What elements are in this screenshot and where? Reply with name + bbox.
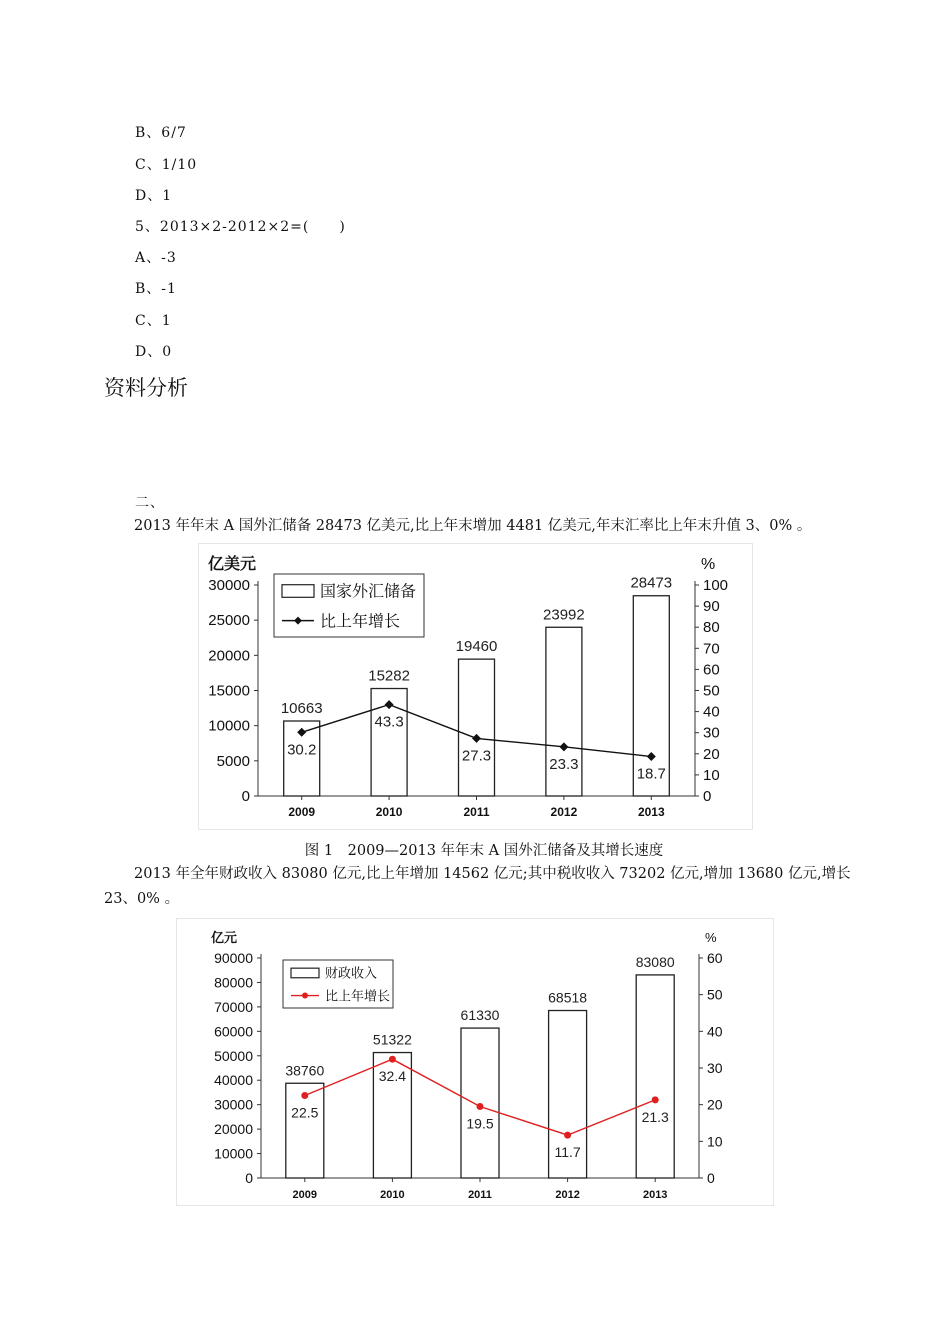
paragraph-forex: 2013 年年末 A 国外汇储备 28473 亿美元,比上年末增加 4481 亿美元,年末汇率比上年末升值 3、0% 。: [134, 518, 812, 534]
chart2-bar-2013: [636, 975, 674, 1178]
chart1-right-tick-label: 80: [703, 619, 720, 637]
chart1-left-tick-label: 5000: [216, 752, 250, 770]
chart2-bar-value-label: 61330: [460, 1007, 500, 1024]
q4-option-b: B、6/7: [135, 125, 187, 141]
chart2-legend-line-marker: [302, 993, 308, 999]
chart2-left-tick-label: 10000: [214, 1145, 253, 1162]
section-heading: 资料分析: [104, 376, 188, 400]
chart2-left-tick-label: 0: [245, 1170, 253, 1186]
chart1-growth-value-label: 43.3: [374, 713, 404, 731]
chart2-left-tick-label: 70000: [214, 998, 253, 1015]
chart2-growth-value-label: 32.4: [378, 1068, 407, 1085]
chart1-left-unit-label: 亿美元: [208, 556, 257, 573]
chart2-right-tick-label: 20: [707, 1096, 723, 1113]
chart2-left-tick-label: 60000: [214, 1023, 253, 1040]
paragraph-revenue: 2013 年全年财政收入 83080 亿元,比上年增加 14562 亿元;其中税收收入 73202 亿元,增加 13680 亿元,增长 23、0% 。: [104, 866, 851, 907]
chart1-bar-value-label: 15282: [368, 667, 410, 685]
forex-chart-container: [198, 543, 753, 830]
chart2-right-tick-label: 50: [707, 986, 723, 1003]
q5-option-b: B、-1: [135, 281, 177, 297]
chart2-legend-line-label: 比上年增长: [325, 988, 391, 1004]
chart1-bar-2011: [459, 659, 495, 796]
chart1-left-tick-label: 25000: [208, 612, 250, 630]
chart1-right-tick-label: 90: [703, 598, 720, 616]
chart2-bar-value-label: 38760: [285, 1062, 325, 1079]
chart1-left-tick-label: 15000: [208, 682, 250, 700]
chart2-left-tick-label: 40000: [214, 1072, 253, 1089]
chart1-growth-value-label: 23.3: [549, 755, 579, 773]
chart1-left-tick-label: 0: [241, 788, 250, 805]
chart2-left-unit-label: 亿元: [211, 930, 238, 945]
chart2-growth-value-label: 22.5: [291, 1104, 319, 1121]
q4-option-c: C、1/10: [135, 157, 198, 173]
chart2-growth-value-label: 21.3: [641, 1108, 669, 1125]
chart1-growth-value-label: 27.3: [461, 747, 492, 765]
q5-option-a: A、-3: [135, 250, 177, 266]
chart1-growth-value-label: 30.2: [287, 741, 317, 759]
chart1-bar-value-label: 28473: [630, 574, 673, 592]
fiscal-revenue-chart: [176, 918, 774, 1206]
chart1-right-tick-label: 0: [703, 788, 712, 805]
chart1-legend-bar-swatch: [282, 585, 314, 598]
chart1-left-tick-label: 20000: [208, 647, 250, 665]
chart2-growth-value-label: 11.7: [554, 1144, 581, 1161]
chart1-legend-line-label: 比上年增长: [320, 613, 401, 631]
chart2-bar-value-label: 51322: [372, 1031, 412, 1048]
chart1-right-tick-label: 60: [703, 661, 720, 679]
figure-1-caption: 图 1 2009—2013 年年末 A 国外汇储备及其增长速度: [304, 843, 664, 859]
chart2-left-tick-label: 50000: [214, 1047, 253, 1064]
chart1-bar-value-label: 19460: [455, 638, 498, 656]
chart2-growth-value-label: 19.5: [466, 1115, 494, 1132]
chart1-right-tick-label: 50: [703, 682, 720, 700]
chart1-growth-value-label: 18.7: [636, 765, 666, 783]
chart2-growth-point: [389, 1056, 396, 1063]
chart2-category-label: 2013: [642, 1189, 668, 1201]
chart2-right-tick-label: 10: [707, 1133, 723, 1150]
chart1-category-label: 2010: [375, 805, 403, 819]
q5-stem: 5、2013×2-2012×2=( ): [135, 219, 346, 235]
chart2-right-tick-label: 40: [707, 1023, 723, 1040]
chart2-left-tick-label: 30000: [214, 1096, 253, 1113]
chart1-category-label: 2011: [463, 805, 490, 819]
chart1-category-label: 2012: [550, 805, 578, 819]
chart1-right-tick-label: 40: [703, 703, 720, 721]
chart2-left-tick-label: 80000: [214, 974, 253, 991]
chart1-legend-bar-label: 国家外汇储备: [320, 583, 417, 601]
chart2-category-label: 2009: [292, 1189, 318, 1201]
chart1-bar-value-label: 10663: [280, 700, 323, 718]
chart2-bar-value-label: 83080: [635, 953, 675, 970]
chart2-right-tick-label: 30: [707, 1060, 723, 1076]
chart2-category-label: 2010: [380, 1189, 405, 1201]
q5-option-d: D、0: [135, 344, 173, 360]
chart2-bar-value-label: 68518: [548, 989, 588, 1006]
chart1-right-tick-label: 10: [703, 766, 720, 784]
chart1-category-label: 2013: [637, 805, 665, 819]
forex-reserves-chart: [198, 543, 753, 830]
chart1-left-tick-label: 30000: [208, 577, 250, 594]
chart2-right-tick-label: 60: [707, 950, 723, 966]
chart2-growth-point: [301, 1092, 308, 1099]
q5-option-c: C、1: [135, 313, 172, 329]
chart1-right-unit-label: %: [701, 556, 716, 573]
chart1-bar-value-label: 23992: [543, 606, 585, 624]
chart1-right-tick-label: 70: [703, 640, 720, 658]
chart2-category-label: 2011: [468, 1189, 492, 1201]
chart2-growth-point: [564, 1132, 571, 1139]
chart1-right-tick-label: 20: [703, 745, 720, 763]
chart2-legend-bar-swatch: [291, 968, 319, 978]
chart1-right-tick-label: 100: [703, 577, 729, 594]
chart2-left-tick-label: 20000: [214, 1121, 253, 1138]
chart2-growth-point: [477, 1103, 484, 1110]
chart2-category-label: 2012: [555, 1189, 580, 1201]
chart2-left-tick-label: 90000: [214, 950, 253, 966]
q4-option-d: D、1: [135, 188, 173, 204]
chart2-right-tick-label: 0: [707, 1170, 715, 1186]
chart2-right-unit-label: %: [705, 930, 717, 945]
revenue-chart-container: [176, 918, 774, 1206]
chart2-growth-point: [652, 1096, 659, 1103]
chart1-left-tick-label: 10000: [208, 717, 250, 735]
section-number: 二、: [135, 495, 165, 511]
chart1-right-tick-label: 30: [703, 724, 720, 742]
chart1-category-label: 2009: [288, 805, 316, 819]
chart2-legend-bar-label: 财政收入: [325, 965, 378, 981]
